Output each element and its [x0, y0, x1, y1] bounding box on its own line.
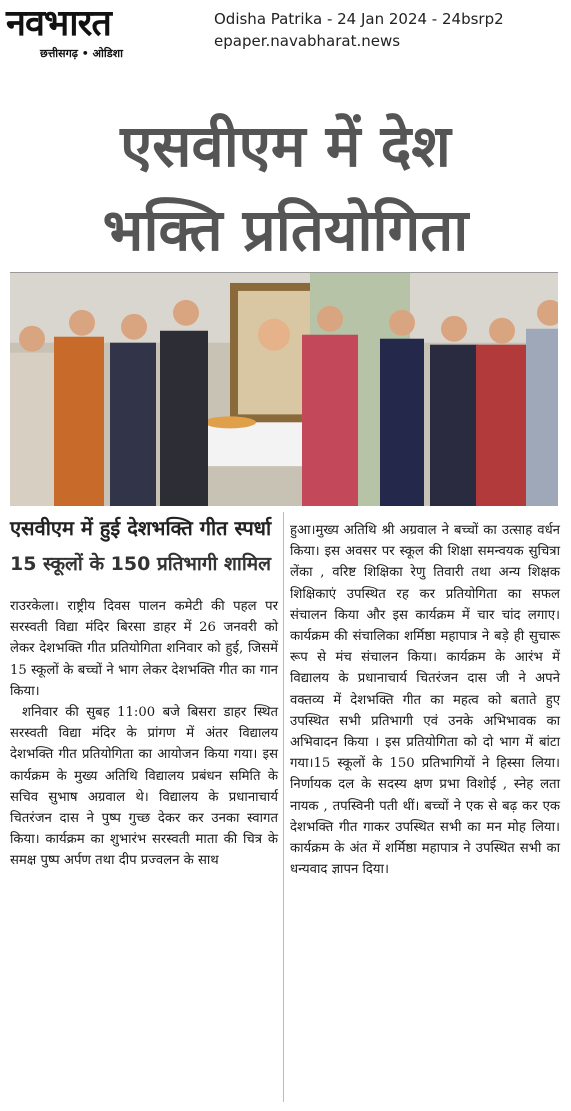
group-photo-image	[10, 273, 558, 506]
article-body-right	[290, 520, 560, 880]
news-photo	[10, 272, 558, 506]
article-deck: 15 स्कूलों के 150 प्रतिभागी शामिल	[10, 553, 272, 575]
article-body-left	[10, 596, 278, 872]
headline-line-1: एसवीएम में देश	[120, 112, 451, 180]
article-subheading: एसवीएम में हुई देशभक्ति गीत स्पर्धा	[10, 516, 272, 540]
logo-region: छत्तीसगढ़ • ओडिशा	[40, 47, 123, 60]
article-left-column	[10, 514, 278, 872]
column-divider	[283, 512, 284, 1102]
article-paragraph-1: राउरकेला। राष्ट्रीय दिवस पालन कमेटी की पहल पर सरस्वती विद्या मंदिर बिरसा डाहर में 26 जनवरी को लेकर देशभक्ति गीत प्रतियोगिता शनिवार को हुई, जिसमें 15 स्कूलों के बच्चों ने भाग लेकर देशभक्ति गीत का गान किया।	[10, 599, 278, 699]
site-url[interactable]: epaper.navabharat.news	[214, 32, 401, 50]
article-right-column	[290, 520, 560, 880]
article-paragraph-3: हुआ।मुख्य अतिथि श्री अग्रवाल ने बच्चों का उत्साह वर्धन किया। इस अवसर पर स्कूल की शिक्षा समन्वयक सुचित्रा लेंका , वरिष्ट शिक्षिका रेणु तिवारी तथा अन्य शिक्षक शिक्षिकाएं उपस्थित रह कर प्रतियोगिता का सफल संचालन किया और इस कार्यक्रम में चार चांद लगाए।कार्यक्रम की संचालिका शर्मिष्ठा महापात्र ने बड़े ही सुचारू रूप से मंच संचालन किया। कार्यक्रम के आरंभ में विद्यालय के प्रधानाचार्य चितरंजन दास जी ने अपने वक्तव्य में देशभक्ति गीत का महत्व को बताते हुए उपस्थित सभी प्रतिभागी एवं उनके अभिभावक का अभिवादन किया । इस प्रतियोगिता को दो भाग में बांटा गया।15 स्कूलों के 150 प्रतिभागियों ने हिस्सा लिया। निर्णायक दल के सदस्य क्षण प्रभा विशोई , स्नेह लता नायक , तपस्विनी पती थीं। बच्चों ने एक से बढ़ कर एक देशभक्ति गीत गाकर उपस्थित सभी का मन मोह लिया। कार्यक्रम के अंत में शर्मिष्ठा महापात्र ने उपस्थित सभी का धन्यवाद ज्ञापन दिया।	[290, 523, 560, 878]
article-paragraph-2: शनिवार की सुबह 11:00 बजे बिसरा डाहर स्थित सरस्वती विद्या मंदिर के प्रांगण में अंतर विद्यालय देशभक्ति गीत प्रतियोगिता का आयोजन किया गया। इस कार्यक्रम के मुख्य अतिथि विद्यालय प्रबंधन समिति के सचिव सुभाष अग्रवाल थे। विद्यालय के प्रधानाचार्य चितरंजन दास ने पुष्प गुच्छ देकर कर उनका स्वागत किया। कार्यक्रम का शुभारंभ सरस्वती माता की चित्र के समक्ष पुष्प अर्पण तथा दीप प्रज्वलन के साथ	[10, 705, 278, 869]
masthead	[0, 0, 571, 64]
newspaper-logo	[6, 4, 198, 60]
page-title	[0, 104, 571, 272]
headline-line-2: भक्ति प्रतियोगिता	[102, 196, 469, 264]
logo-wordmark: नवभारत	[6, 3, 111, 44]
edition-line: Odisha Patrika - 24 Jan 2024 - 24bsrp2	[214, 10, 504, 28]
edition-info	[214, 8, 504, 52]
